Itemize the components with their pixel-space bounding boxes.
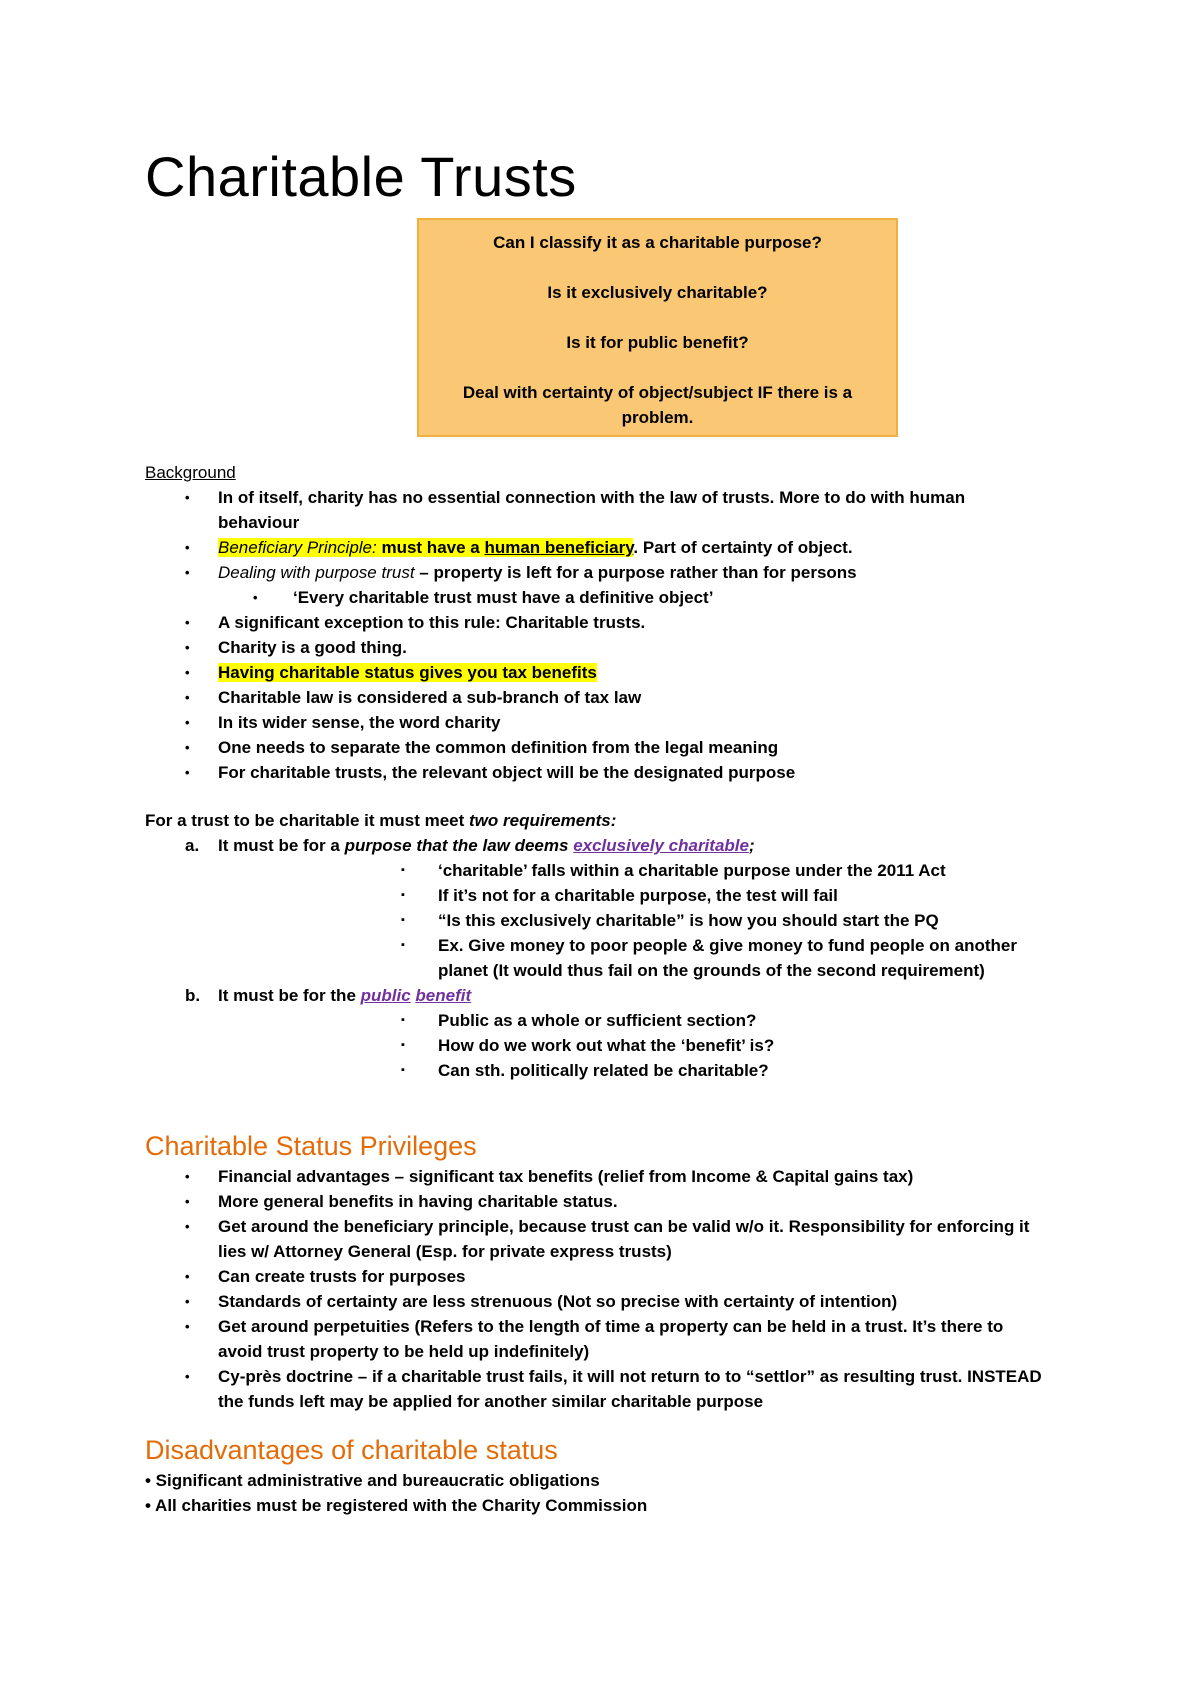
box-question-1: Can I classify it as a charitable purpose? — [493, 233, 822, 252]
benefit-link[interactable]: benefit — [415, 986, 472, 1005]
sub-list-item: ▪ Ex. Give money to poor people & give money to fund people on another — [401, 936, 1018, 955]
list-item: • Dealing with purpose trust – property is left for a purpose rather than for persons — [185, 563, 857, 582]
list-item: • A significant exception to this rule: Charitable trusts. — [185, 613, 646, 632]
sub-list-item: ▪ If it’s not for a charitable purpose, the test will fail — [401, 886, 838, 905]
requirements-intro: For a trust to be charitable it must meet two requirements: — [145, 811, 617, 830]
sub-list-item: ▪ “Is this exclusively charitable” is how you should start the PQ — [401, 911, 939, 930]
list-item: • All charities must be registered with the Charity Commission — [145, 1496, 648, 1515]
disadvantages-section — [145, 1468, 647, 1518]
list-item: • In its wider sense, the word charity — [185, 713, 501, 732]
list-item: • Charity is a good thing. — [185, 638, 407, 657]
background-heading: Background — [145, 463, 236, 482]
list-item: • One needs to separate the common definition from the legal meaning — [185, 738, 779, 757]
sub-list-item-continuation: planet (It would thus fail on the grounds of the second requirement) — [438, 961, 985, 980]
sub-list-item: ▪ ‘charitable’ falls within a charitable purpose under the 2011 Act — [401, 861, 946, 880]
list-item: • Significant administrative and bureaucratic obligations — [145, 1471, 600, 1490]
sub-list-item: ▪ Can sth. politically related be charitable? — [401, 1061, 769, 1080]
box-question-3: Is it for public benefit? — [566, 333, 749, 352]
public-link[interactable]: public — [360, 986, 411, 1005]
exclusively-charitable-link[interactable]: exclusively charitable — [573, 836, 749, 855]
box-question-2: Is it exclusively charitable? — [547, 283, 768, 302]
page-title: Charitable Trusts — [145, 145, 577, 208]
requirements-section — [145, 808, 1018, 1083]
list-item: • For charitable trusts, the relevant object will be the designated purpose — [185, 763, 796, 782]
key-questions-box — [417, 218, 898, 437]
list-item: • Charitable law is considered a sub-branch of tax law — [185, 688, 642, 707]
list-item: • Beneficiary Principle: must have a human beneficiary. Part of certainty of object. — [185, 538, 853, 557]
list-item: • Having charitable status gives you tax benefits — [185, 663, 597, 682]
background-section — [145, 460, 966, 785]
sub-list-item: ▪ Public as a whole or sufficient section? — [401, 1011, 757, 1030]
privileges-heading: Charitable Status Privileges — [145, 1131, 477, 1161]
requirement-b: b. It must be for the public benefit — [185, 986, 472, 1005]
list-item: • In of itself, charity has no essential connection with the law of trusts. More to do with human — [185, 488, 966, 507]
sub-list-item: • ‘Every charitable trust must have a definitive object’ — [253, 588, 714, 607]
list-item-continuation: behaviour — [218, 513, 300, 532]
sub-list-item: ▪ How do we work out what the ‘benefit’ is? — [401, 1036, 775, 1055]
box-question-4: Deal with certainty of object/subject IF there is a problem. — [462, 383, 853, 427]
requirement-a: a. It must be for a purpose that the law deems exclusively charitable; — [185, 836, 755, 855]
document-page: Charitable Trusts Can I classify it as a charitable purpose? Is it exclusively charitable? Is it for public benefit? Deal with certainty of object/subject IF there is a problem. Background • In of itself, charity has no essential connection with the law of trusts. More to do with human behaviour • Beneficiary Principle: must have a human beneficiary. Part of certainty of object. • Dealing with purpose trust – property is left for a purpose rather than for persons • ‘Every charitable trust must have a definitive object’ • A significant exception to this rule: Charitable trusts. • Charity is a good thing. • Having charitable status gives you tax benefits • Charitable law is considered a sub-branch of tax law • In its wider sense, the word charity • One needs to separate the common definition from the legal meaning • For charitable trusts, the relevant object will be the designated purpose For a trust to be charitable it must meet two requirements: a. It must be for a purpose that the law deems exclusively charitable; ▪ ‘charitable’ falls within a charitable purpose under the 2011 Act ▪ If it’s not for a charitable purpose, the test will fail ▪ “Is this exclusively charitable” is how you should start the PQ ▪ Ex. Give money to poor people & give money to fund people on another planet (It would thus fail on the grounds of the second requirement) b. It must be for the public benefit ▪ Public as a whole or sufficient section? ▪ How do we work out what the ‘benefit’ is? ▪ Can sth. politically related be charitable? Charitable Status Privileges • Financial advantages – significant tax benefits (relief from Income & Capital gains tax) • More general benefits in having charitable status. • Get around the beneficiary principle, because trust can be valid w/o it. Responsibility for enforcing it lies w/ Attorney General (Esp. for private express trusts) • Can create trusts for purposes • Standards of certainty are less strenuous (Not so precise with certainty of intention) • Get around perpetuities (Refers to the length of time a property can be held in a trust. It’s there to avoid trust property to be held up indefinitely) • Cy-près doctrine – if a charitable trust fails, it will not return to to “settlor” as resulting trust. INSTEAD the funds left may be applied for another similar charitable purpose Disadvantages of charitable status • Significant administrative and bureaucratic obligations • All charities must be registered with the Charity Commission — [0, 0, 1200, 1698]
disadvantages-heading: Disadvantages of charitable status — [145, 1435, 558, 1465]
